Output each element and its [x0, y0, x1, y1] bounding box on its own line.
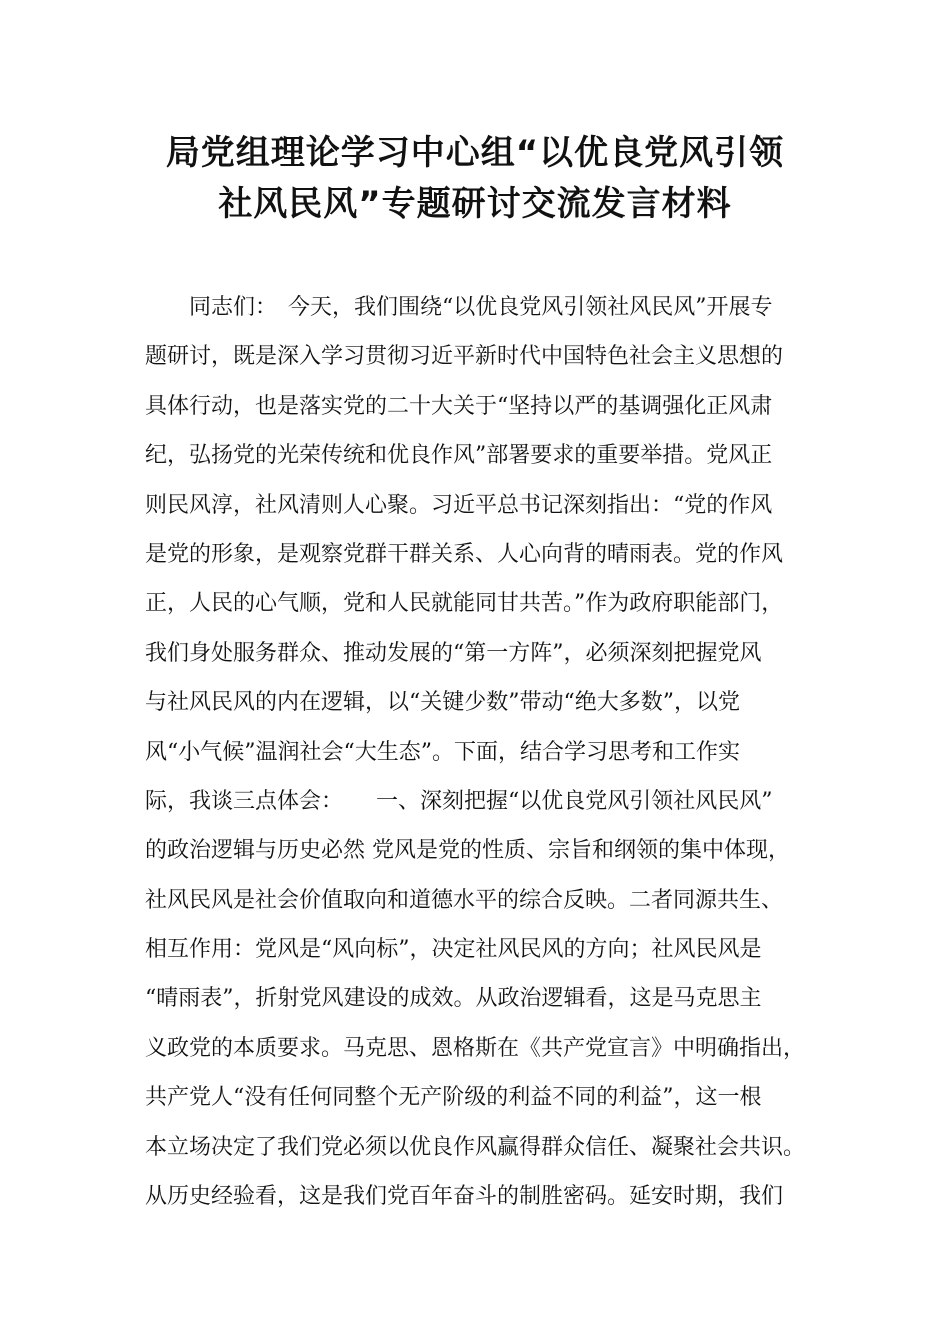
body-line: 共产党人“没有任何同整个无产阶级的利益不同的利益”，这一根 [145, 1085, 762, 1111]
body-line: 具体行动，也是落实党的二十大关于“坚持以严的基调强化正风肃 [145, 393, 773, 419]
body-line: 义政党的本质要求。马克思、恩格斯在《共产党宣言》中明确指出， [145, 1035, 806, 1061]
body-line: 与社风民风的内在逻辑，以“关键少数”带动“绝大多数”，以党 [145, 690, 740, 716]
body-line: 从历史经验看，这是我们党百年奋斗的制胜密码。延安时期，我们 [145, 1184, 784, 1210]
title-line-2: 社风民风”专题研讨交流发言材料 [218, 184, 732, 224]
body-line: 相互作用：党风是“风向标”，决定社风民风的方向；社风民风是 [145, 937, 762, 963]
body-line: 正，人民的心气顺，党和人民就能同甘共苦。”作为政府职能部门， [145, 591, 784, 617]
body-line: 则民风淳，社风清则人心聚。习近平总书记深刻指出：“党的作风 [145, 492, 773, 518]
body-line: 题研讨，既是深入学习贯彻习近平新时代中国特色社会主义思想的 [145, 344, 784, 370]
body-line: 纪，弘扬党的光荣传统和优良作风”部署要求的重要举措。党风正 [145, 443, 773, 469]
document-body [145, 283, 825, 1221]
body-line: 是党的形象，是观察党群干群关系、人心向背的晴雨表。党的作风 [145, 541, 784, 567]
body-line: 际，我谈三点体会： 一、深刻把握“以优良党风引领社风民风” [145, 788, 773, 814]
body-line: 同志们： 今天，我们围绕“以优良党风引领社风民风”开展专 [189, 295, 773, 320]
body-line: “晴雨表”，折射党风建设的成效。从政治逻辑看，这是马克思主 [145, 986, 762, 1012]
body-line: 风“小气候”温润社会“大生态”。下面，结合学习思考和工作实 [145, 739, 740, 765]
body-line: 本立场决定了我们党必须以优良作风赢得群众信任、凝聚社会共识。 [145, 1134, 806, 1160]
body-line: 我们身处服务群众、推动发展的“第一方阵”，必须深刻把握党风 [145, 640, 762, 666]
title-line-1: 局党组理论学习中心组“以优良党风引领 [165, 133, 785, 173]
body-line: 的政治逻辑与历史必然 党风是党的性质、宗旨和纲领的集中体现， [145, 838, 790, 864]
document-title [60, 128, 890, 230]
body-line: 社风民风是社会价值取向和道德水平的综合反映。二者同源共生、 [145, 887, 784, 913]
